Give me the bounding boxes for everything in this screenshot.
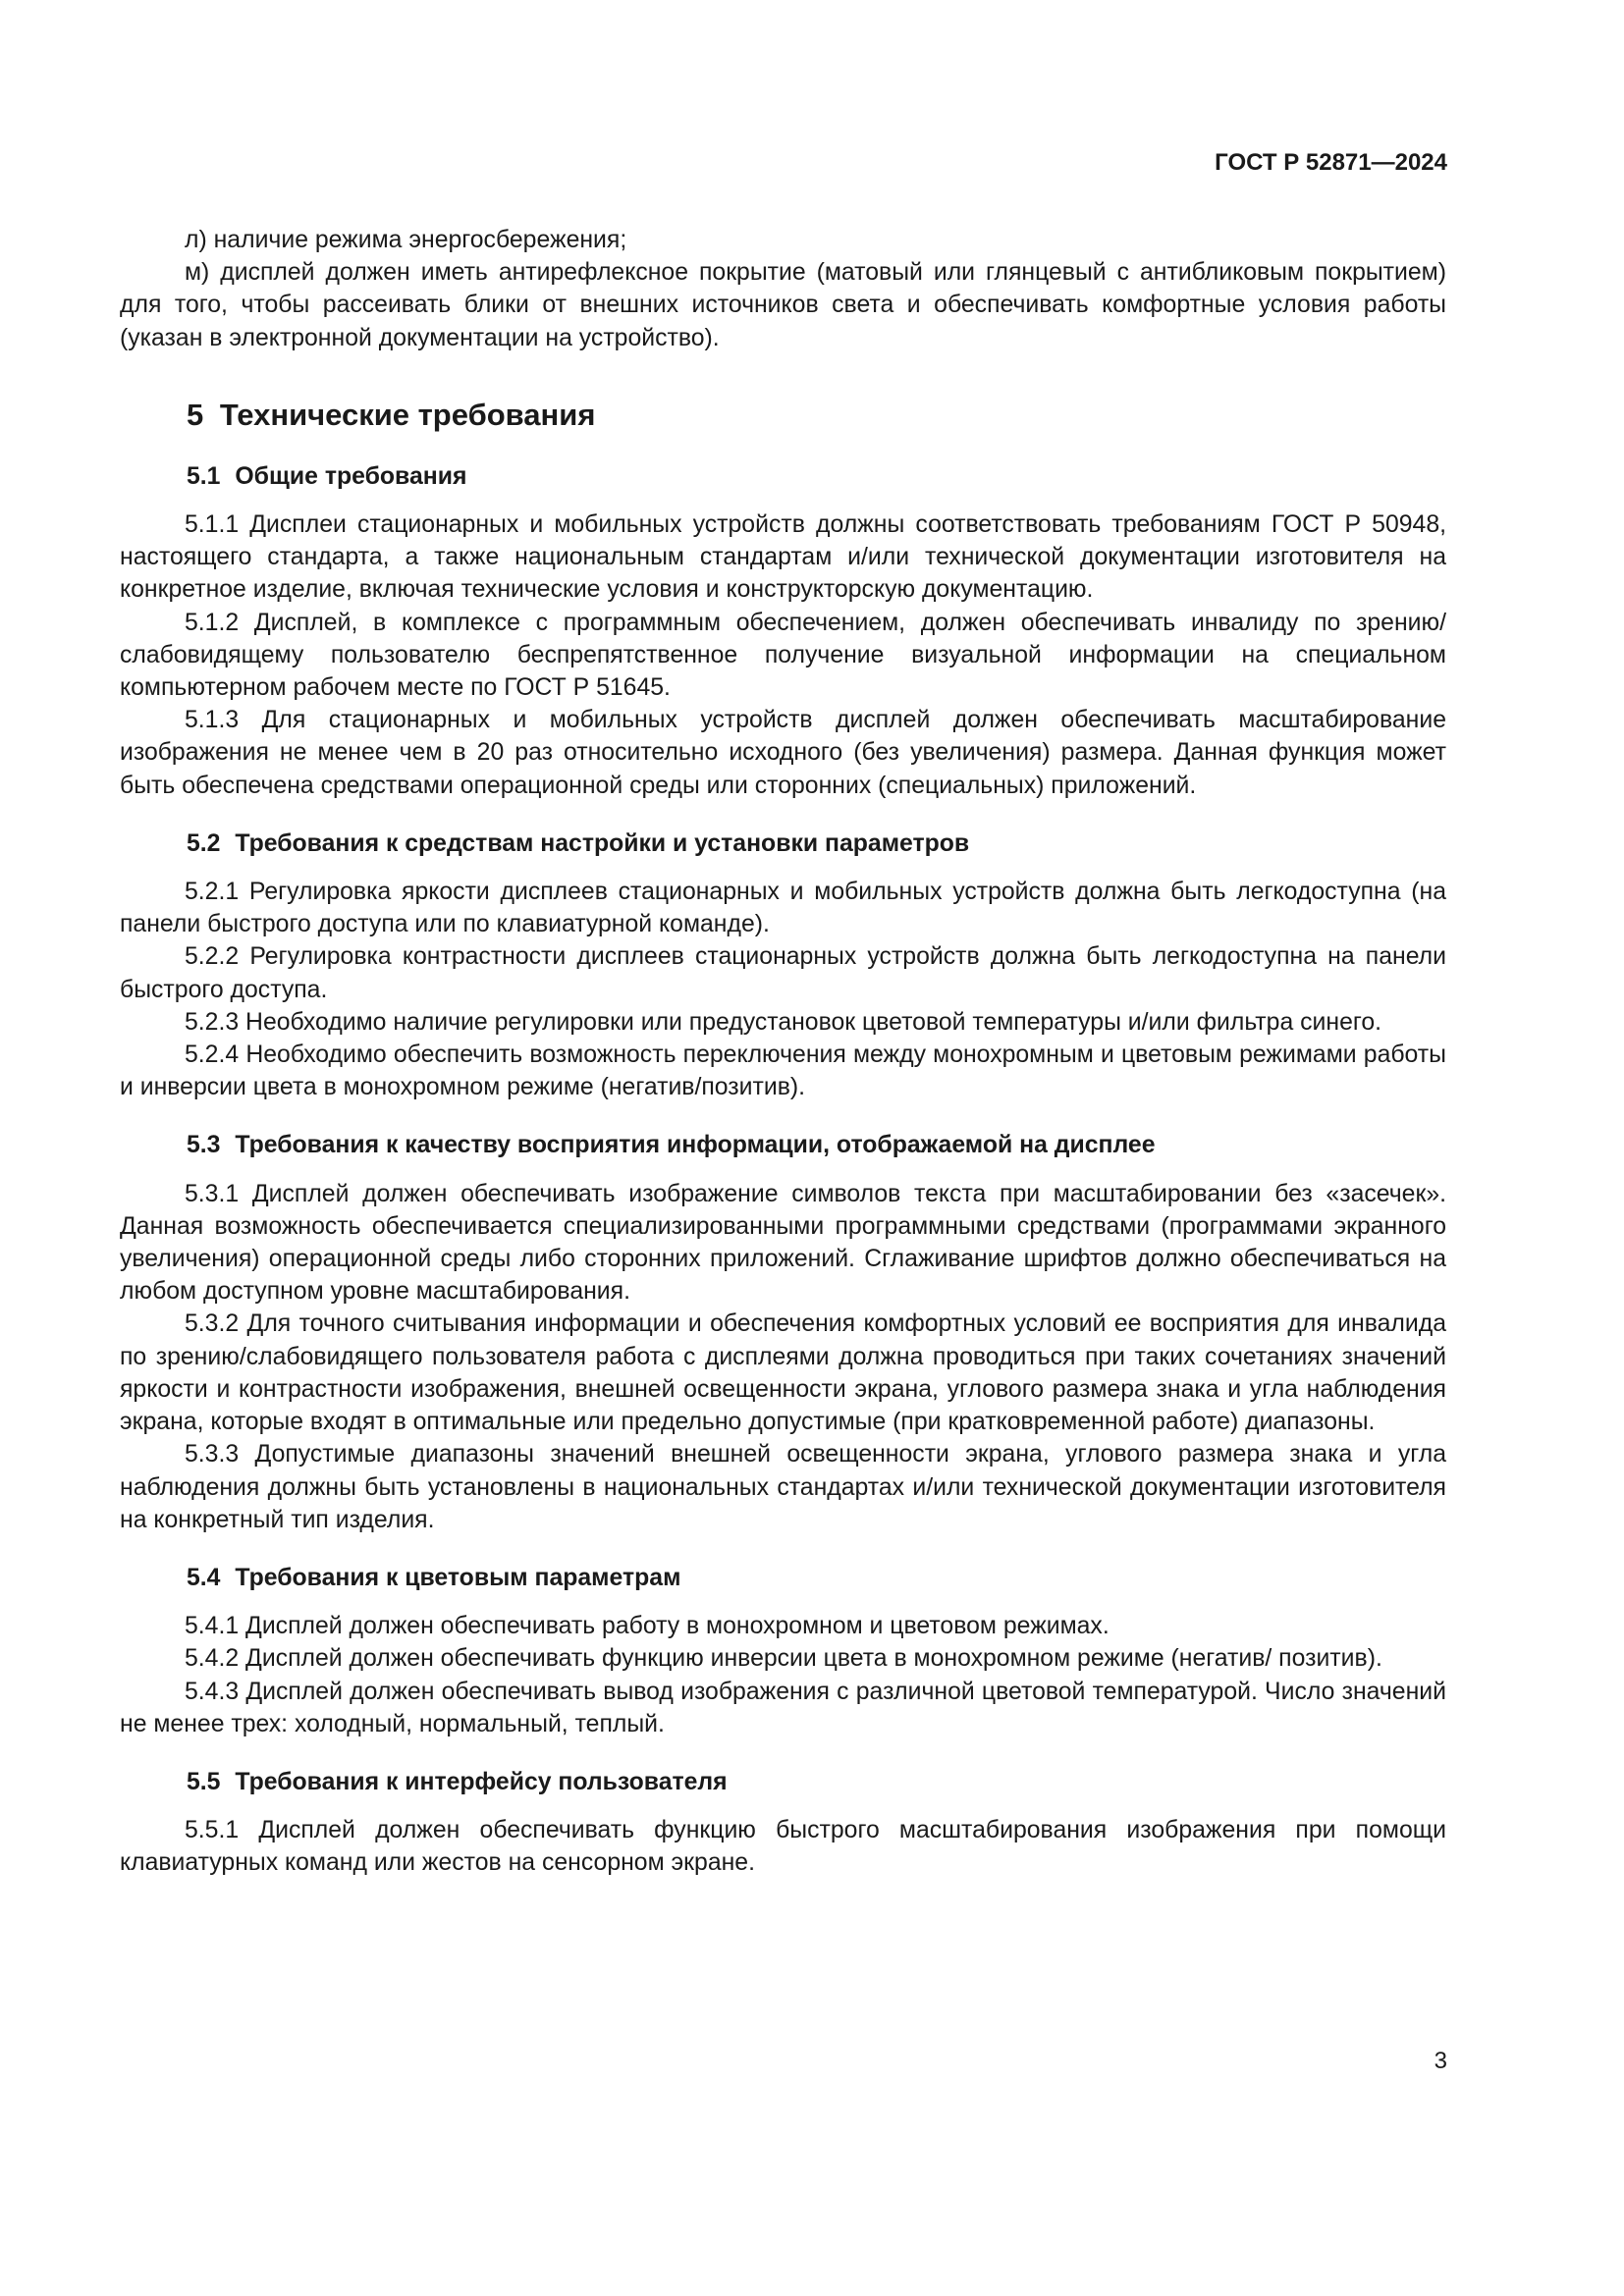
- section-heading: [187, 396, 1446, 435]
- subsection-number: 5.2: [187, 829, 221, 857]
- section-title: Технические требования: [219, 397, 596, 432]
- page-number: 3: [1434, 2048, 1447, 2074]
- paragraph-5-3-2: 5.3.2 Для точного считывания информации и обеспечения комфортных условий ее восприятия для инвалида по зрению/слабовидящего пользователя работа с дисплеями должна проводиться при таких сочетаниях значений яркости и контрастности изображения, внешней освещенности экрана, углового размера знака и угла наблюдения экрана, которые входят в оптимальные или предельно допустимые (при кратковременной работе) диапазоны.: [120, 1310, 1446, 1436]
- paragraph-5-2-3: 5.2.3 Необходимо наличие регулировки или предустановок цветовой температуры и/или фильтра синего.: [185, 1008, 1382, 1036]
- subsection-number: 5.3: [187, 1132, 221, 1159]
- subsection-heading-5-4: [187, 1562, 1446, 1594]
- subsection-title: Требования к интерфейсу пользователя: [235, 1768, 728, 1795]
- section-number: 5: [187, 397, 204, 432]
- paragraph-5-1-2: 5.1.2 Дисплей, в комплексе с программным обеспечением, должен обеспечивать инвалиду по зрению/слабовидящему пользователю беспрепятственное получение визуальной информации на специальном компьютерном рабочем месте по ГОСТ Р 51645.: [120, 609, 1446, 702]
- paragraph-5-1-1: 5.1.1 Дисплеи стационарных и мобильных устройств должны соответствовать требованиям ГОСТ Р 50948, настоящего стандарта, а также национальным стандартам и/или технической документации изготовителя на конкретное изделие, включая технические условия и конструкторскую документацию.: [120, 511, 1446, 604]
- list-item-m: м) дисплей должен иметь антирефлексное покрытие (матовый или глянцевый с антибликовым покрытием) для того, чтобы рассеивать блики от внешних источников света и обеспечивать комфортные условия работы (указан в электронной документации на устройство).: [120, 259, 1446, 351]
- subsection-heading-5-1: [187, 460, 1446, 493]
- paragraph-5-4-3: 5.4.3 Дисплей должен обеспечивать вывод изображения с различной цветовой температурой. Число значений не менее трех: холодный, нормальный, теплый.: [120, 1678, 1446, 1737]
- subsection-number: 5.5: [187, 1768, 221, 1795]
- paragraph-5-5-1: 5.5.1 Дисплей должен обеспечивать функцию быстрого масштабирования изображения при помощи клавиатурных команд или жестов на сенсорном экране.: [120, 1817, 1446, 1877]
- subsection-heading-5-2: [187, 828, 1446, 860]
- subsection-number: 5.4: [187, 1564, 221, 1591]
- subsection-number: 5.1: [187, 462, 221, 490]
- subsection-title: Требования к средствам настройки и установки параметров: [235, 829, 970, 857]
- list-item-l: л) наличие режима энергосбережения;: [185, 227, 627, 253]
- paragraph-5-4-1: 5.4.1 Дисплей должен обеспечивать работу в монохромном и цветовом режимах.: [185, 1613, 1110, 1640]
- paragraph-5-1-3: 5.1.3 Для стационарных и мобильных устройств дисплей должен обеспечивать масштабирование изображения не менее чем в 20 раз относительно исходного (без увеличения) размера. Данная функция может быть обеспечена средствами операционной среды или сторонних (специальных) приложений.: [120, 707, 1446, 799]
- paragraph-5-2-1: 5.2.1 Регулировка яркости дисплеев стационарных и мобильных устройств должна быть легкодоступна (на панели быстрого доступа или по клавиатурной команде).: [120, 879, 1446, 938]
- subsection-heading-5-3: [187, 1129, 1446, 1161]
- subsection-title: Требования к качеству восприятия информации, отображаемой на дисплее: [235, 1132, 1156, 1159]
- page-content: [120, 224, 1446, 1880]
- subsection-heading-5-5: [187, 1766, 1446, 1798]
- subsection-title: Общие требования: [235, 462, 467, 490]
- paragraph-5-3-3: 5.3.3 Допустимые диапазоны значений внешней освещенности экрана, углового размера знака и угла наблюдения должны быть установлены в национальных стандартах и/или технической документации изготовителя на конкретный тип изделия.: [120, 1441, 1446, 1533]
- paragraph-5-4-2: 5.4.2 Дисплей должен обеспечивать функцию инверсии цвета в монохромном режиме (негатив/ позитив).: [185, 1645, 1382, 1673]
- paragraph-5-3-1: 5.3.1 Дисплей должен обеспечивать изображение символов текста при масштабировании без «засечек». Данная возможность обеспечивается специализированными программными средствами (программами экранного увеличения) операционной среды либо сторонних приложений. Сглаживание шрифтов должно обеспечиваться на любом доступном уровне масштабирования.: [120, 1180, 1446, 1306]
- paragraph-5-2-4: 5.2.4 Необходимо обеспечить возможность переключения между монохромным и цветовым режимами работы и инверсии цвета в монохромном режиме (негатив/позитив).: [120, 1041, 1446, 1101]
- paragraph-5-2-2: 5.2.2 Регулировка контрастности дисплеев стационарных устройств должна быть легкодоступна на панели быстрого доступа.: [120, 943, 1446, 1003]
- standard-designation: ГОСТ Р 52871—2024: [1215, 149, 1447, 176]
- subsection-title: Требования к цветовым параметрам: [235, 1564, 681, 1591]
